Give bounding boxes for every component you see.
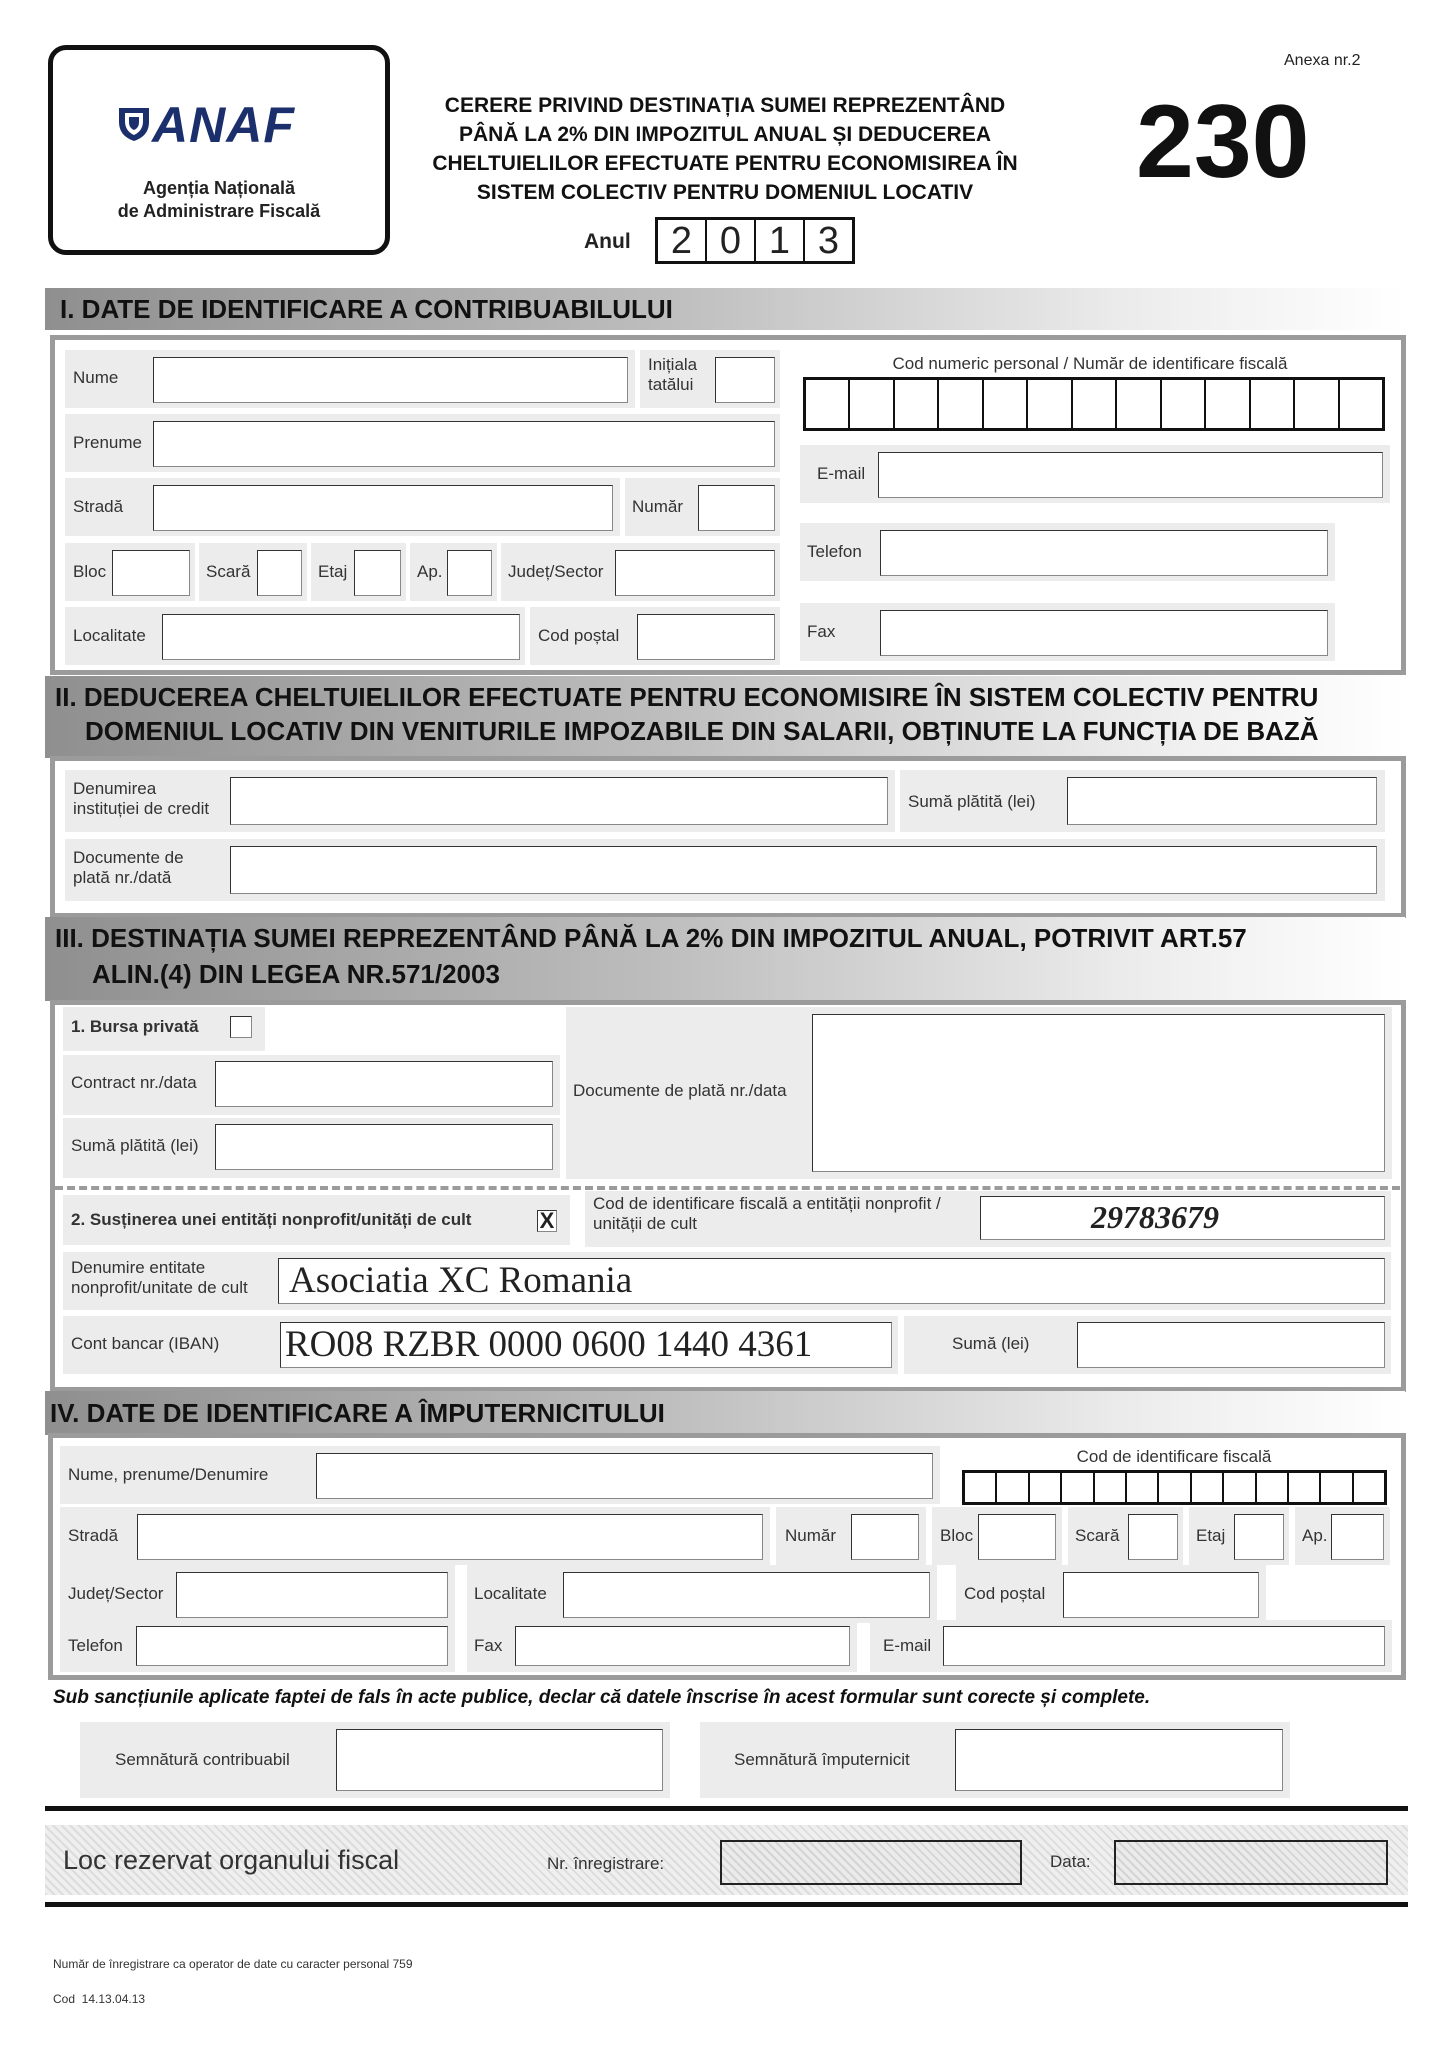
agency-name-line2: de Administrare Fiscală xyxy=(117,201,321,221)
denumirea-label-line2: instituției de credit xyxy=(73,799,210,819)
telefon-label: Telefon xyxy=(807,542,862,561)
cif-label-line2: unității de cult xyxy=(593,1214,697,1234)
contract-label: Contract nr./data xyxy=(71,1073,197,1092)
year-label: Anul xyxy=(584,230,631,253)
cont-label: Cont bancar (IBAN) xyxy=(71,1334,220,1353)
loc-rezervat-label: Loc rezervat organului fiscal xyxy=(63,1845,400,1875)
email-label: E-mail xyxy=(817,464,866,483)
initiala-label xyxy=(648,355,697,396)
scara-field[interactable] xyxy=(257,550,302,596)
year-digit: 2 xyxy=(658,220,707,261)
section4-heading: IV. DATE DE IDENTIFICARE A ÎMPUTERNICITULUI xyxy=(50,1398,665,1428)
denumirea-field[interactable] xyxy=(230,777,888,825)
agency-name-line1: Agenția Națională xyxy=(142,178,296,198)
nume-field[interactable] xyxy=(153,357,628,403)
sustinerea-checkbox[interactable]: X xyxy=(537,1210,557,1232)
imp-email-label: E-mail xyxy=(883,1636,932,1655)
denumire-entitate-label-line2: nonprofit/unitate de cult xyxy=(71,1278,248,1298)
section2-heading-line2: DOMENIUL LOCATIV DIN VENITURILE IMPOZABILE DIN SALARII, OBȚINUTE LA FUNCȚIA DE BAZĂ xyxy=(85,716,1319,746)
reserved-top-rule xyxy=(45,1806,1408,1811)
denumirea-label-line1: Denumirea xyxy=(73,779,157,798)
form-title-line4: SISTEM COLECTIV PENTRU DOMENIUL LOCATIV xyxy=(476,181,974,204)
imp-strada-field[interactable] xyxy=(137,1514,763,1560)
prenume-field[interactable] xyxy=(153,421,775,467)
form-title-line3: CHELTUIELILOR EFECTUATE PENTRU ECONOMISIREA ÎN xyxy=(432,152,1018,175)
imp-fax-field[interactable] xyxy=(515,1626,850,1666)
initiala-label-line1: Inițiala xyxy=(648,355,698,374)
anaf-shield-icon xyxy=(117,106,151,142)
cif-label-line1: Cod de identificare fiscală a entității nonprofit / xyxy=(593,1194,941,1213)
data-label: Data: xyxy=(1050,1852,1091,1871)
imp-cif-label: Cod de identificare fiscală xyxy=(1076,1447,1272,1466)
denumire-entitate-label-line1: Denumire entitate xyxy=(71,1258,206,1277)
bursa-label: 1. Bursa privată xyxy=(71,1017,199,1036)
section3-heading-line1: III. DESTINAȚIA SUMEI REPREZENTÂND PÂNĂ LA 2% DIN IMPOZITUL ANUAL, POTRIVIT ART.57 xyxy=(55,923,1247,953)
imp-bloc-field[interactable] xyxy=(978,1514,1056,1560)
prenume-label: Prenume xyxy=(73,433,142,452)
year-digit: 0 xyxy=(707,220,756,261)
imp-cod-postal-field[interactable] xyxy=(1063,1572,1259,1618)
imp-localitate-label: Localitate xyxy=(474,1584,547,1603)
etaj-label: Etaj xyxy=(318,562,348,581)
imp-telefon-label: Telefon xyxy=(68,1636,123,1655)
documente-label-line1: Documente de xyxy=(73,848,184,867)
cod-postal-field[interactable] xyxy=(637,614,775,660)
reserved-bottom-rule xyxy=(45,1902,1408,1907)
suma-platita-label: Sumă plătită (lei) xyxy=(908,792,1036,811)
ap-label: Ap. xyxy=(417,562,443,581)
suma-platita-3-field[interactable] xyxy=(215,1124,553,1170)
year-boxes xyxy=(655,217,855,264)
section1-heading: I. DATE DE IDENTIFICARE A CONTRIBUABILULUI xyxy=(60,294,673,324)
imp-nume-label: Nume, prenume/Denumire xyxy=(68,1465,269,1484)
sig-imputernicit-label: Semnătură împuternicit xyxy=(734,1750,910,1769)
declaration-text: Sub sancțiunile aplicate faptei de fals în acte publice, declar că datele înscrise în acest formular sunt corecte și complete. xyxy=(53,1687,1151,1708)
imp-localitate-field[interactable] xyxy=(563,1572,930,1618)
bursa-checkbox[interactable] xyxy=(230,1016,252,1038)
suma-platita-3-label: Sumă plătită (lei) xyxy=(71,1136,199,1155)
suma-platita-field[interactable] xyxy=(1067,777,1377,825)
imp-strada-label: Stradă xyxy=(68,1526,119,1545)
sig-contribuabil-field[interactable] xyxy=(336,1729,663,1791)
strada-label: Stradă xyxy=(73,497,124,516)
cnp-label: Cod numeric personal / Număr de identificare fiscală xyxy=(892,354,1288,373)
imp-telefon-field[interactable] xyxy=(136,1626,448,1666)
imp-judet-label: Județ/Sector xyxy=(68,1584,164,1603)
imp-bloc-label: Bloc xyxy=(940,1526,974,1545)
telefon-field[interactable] xyxy=(880,530,1328,576)
form-number: 230 xyxy=(1136,84,1310,200)
imp-ap-label: Ap. xyxy=(1302,1526,1328,1545)
denumire-entitate-field[interactable]: Asociatia XC Romania xyxy=(278,1258,1385,1304)
cif-field[interactable]: 29783679 xyxy=(980,1196,1385,1240)
documente-label-line2: plată nr./dată xyxy=(73,868,172,888)
etaj-field[interactable] xyxy=(354,550,401,596)
imp-scara-label: Scară xyxy=(1075,1526,1120,1545)
nr-inregistrare-label: Nr. înregistrare: xyxy=(547,1854,665,1873)
localitate-label: Localitate xyxy=(73,626,146,645)
numar-field[interactable] xyxy=(698,485,775,531)
nume-label: Nume xyxy=(73,368,119,387)
ap-field[interactable] xyxy=(447,550,492,596)
documente-plata-label: Documente de plată nr./data xyxy=(573,1081,787,1100)
imp-nume-field[interactable] xyxy=(316,1453,933,1499)
imp-numar-label: Număr xyxy=(785,1526,837,1545)
sig-imputernicit-field[interactable] xyxy=(955,1729,1283,1791)
imp-etaj-label: Etaj xyxy=(1196,1526,1226,1545)
cod-postal-label: Cod poștal xyxy=(538,626,620,645)
section3-heading-line2: ALIN.(4) DIN LEGEA NR.571/2003 xyxy=(92,959,500,989)
bloc-label: Bloc xyxy=(73,562,107,581)
imp-etaj-field[interactable] xyxy=(1234,1514,1284,1560)
imp-fax-label: Fax xyxy=(474,1636,503,1655)
anexa-label: Anexa nr.2 xyxy=(1284,52,1361,69)
iban-field[interactable]: RO08 RZBR 0000 0600 1440 4361 xyxy=(280,1322,892,1368)
imp-scara-field[interactable] xyxy=(1128,1514,1178,1560)
imp-email-field[interactable] xyxy=(943,1626,1385,1666)
nr-inregistrare-field xyxy=(720,1840,1022,1885)
judet-field[interactable] xyxy=(615,550,775,596)
suma-field[interactable] xyxy=(1077,1322,1385,1368)
cif-label xyxy=(593,1194,941,1235)
form-code: Cod 14.13.04.13 xyxy=(53,1992,146,2006)
data-field xyxy=(1114,1840,1388,1885)
contract-field[interactable] xyxy=(215,1061,553,1107)
anaf-logo-text: ANAF xyxy=(152,97,295,153)
strada-field[interactable] xyxy=(153,485,613,531)
imp-cod-postal-label: Cod poștal xyxy=(964,1584,1046,1603)
section2-heading-line1: II. DEDUCEREA CHELTUIELILOR EFECTUATE PENTRU ECONOMISIRE ÎN SISTEM COLECTIV PENTRU xyxy=(55,682,1319,712)
fax-label: Fax xyxy=(807,622,836,641)
year-digit: 1 xyxy=(756,220,805,261)
sig-contribuabil-label: Semnătură contribuabil xyxy=(115,1750,290,1769)
form-title xyxy=(400,91,1050,207)
dashed-divider xyxy=(55,1186,1400,1190)
imp-ap-field[interactable] xyxy=(1331,1514,1384,1560)
judet-label: Județ/Sector xyxy=(508,562,604,581)
imp-cif-boxes[interactable] xyxy=(962,1470,1387,1505)
email-field[interactable] xyxy=(878,452,1383,498)
sustinerea-label: 2. Susținerea unei entități nonprofit/unități de cult xyxy=(71,1210,472,1229)
scara-label: Scară xyxy=(206,562,251,581)
documente-plata-field[interactable] xyxy=(812,1014,1385,1172)
denumirea-label xyxy=(73,779,209,820)
suma-label: Sumă (lei) xyxy=(952,1334,1030,1353)
imp-judet-field[interactable] xyxy=(176,1572,448,1618)
documente-field[interactable] xyxy=(230,846,1377,894)
initiala-label-line2: tatălui xyxy=(648,375,694,395)
year-digit: 3 xyxy=(817,220,840,262)
localitate-field[interactable] xyxy=(162,614,520,660)
operator-note: Număr de înregistrare ca operator de date cu caracter personal 759 xyxy=(53,1957,413,1971)
bloc-field[interactable] xyxy=(112,550,190,596)
numar-label: Număr xyxy=(632,497,684,516)
documente-label xyxy=(73,848,184,889)
denumire-entitate-label xyxy=(71,1258,248,1299)
form-title-line2: PÂNĂ LA 2% DIN IMPOZITUL ANUAL ȘI DEDUCEREA xyxy=(458,123,992,146)
fax-field[interactable] xyxy=(880,610,1328,656)
imp-numar-field[interactable] xyxy=(851,1514,919,1560)
form-title-line1: CERERE PRIVIND DESTINAȚIA SUMEI REPREZENTÂND xyxy=(444,94,1006,117)
initiala-field[interactable] xyxy=(715,357,775,403)
cnp-boxes[interactable] xyxy=(803,377,1385,431)
